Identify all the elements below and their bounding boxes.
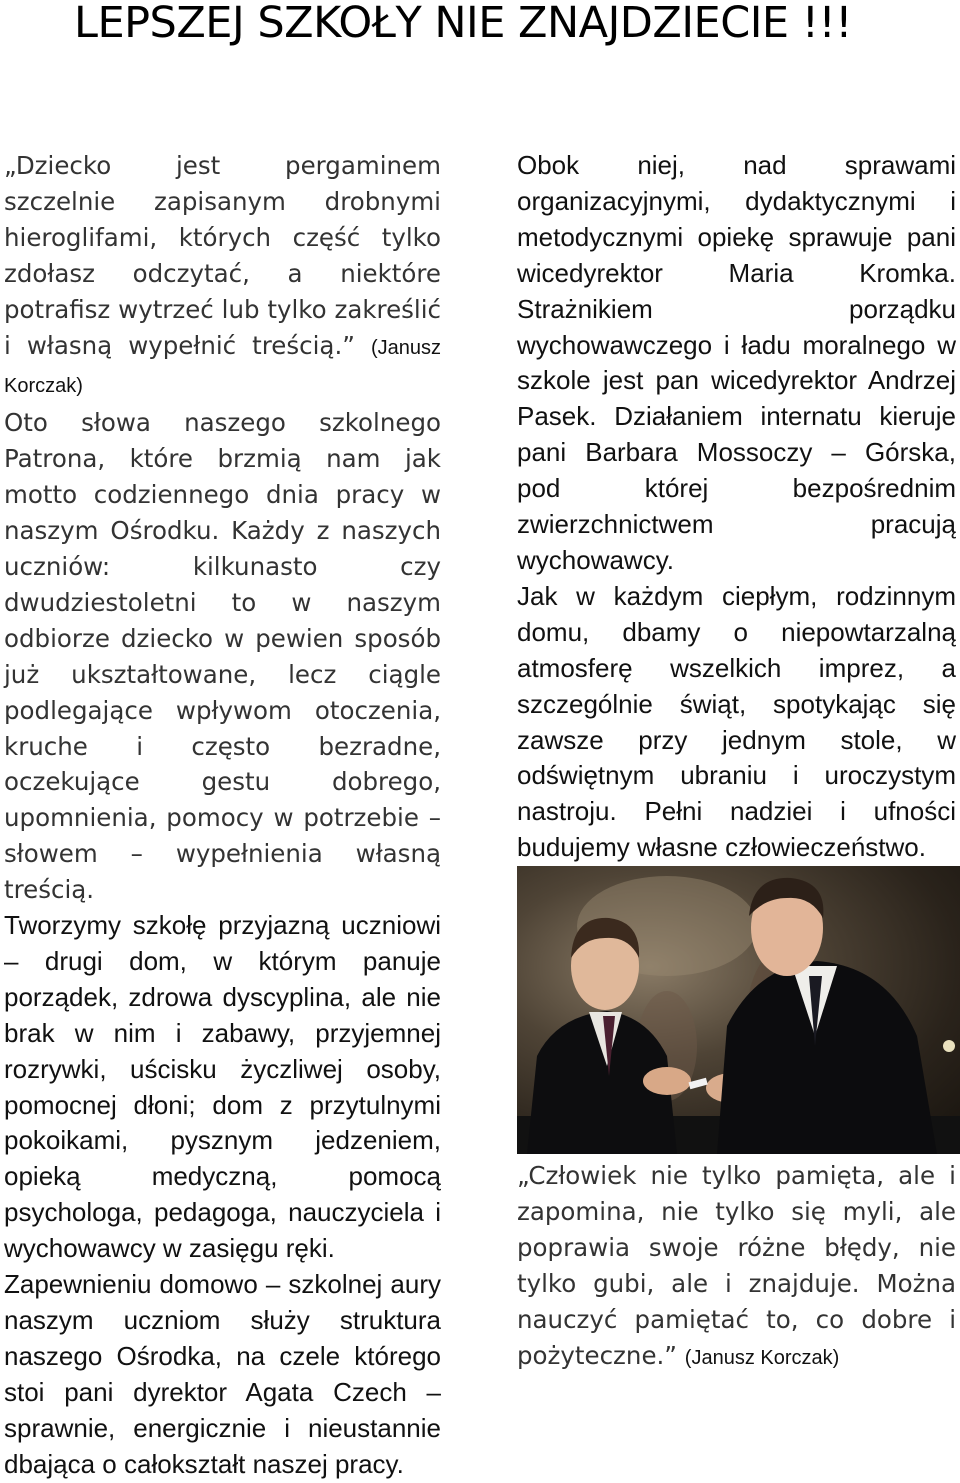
quote-author: (Janusz Korczak) (4, 336, 441, 398)
right-column-bottom (517, 1158, 956, 1376)
paragraph-structure: Zapewnieniu domowo – szkolnej aury naszym uczniom służy struktura naszego Ośrodka, na czele którego stoi pani dyrektor Agata Czech – sprawnie, energicznie i nieustannie dbająca o całokształt naszej pracy. (4, 1269, 441, 1479)
paragraph-patron: Oto słowa naszego szkolnego Patrona, które brzmią nam jak motto codziennego dnia pracy w naszym Ośrodku. Każdy z naszych uczniów: kilkunasto czy dwudziestoletni to w naszym odbiorze dziecko w pewien sposób już ukształtowane, lecz ciągle podlegające wpływom otoczenia, kruche i często bezradne, oczekujące gestu dobrego, upomnienia, pomocy w potrzebie – słowem – wypełnienia własną treścią. (4, 408, 441, 905)
paragraph-atmosphere: Jak w każdym ciepłym, rodzinnym domu, dbamy o niepowtarzalną atmosferę wszelkich imprez, a szczególnie świąt, spotykając się zawsze przy jednym stole, w odświętnym ubraniu i uroczystym nastroju. Pełni nadziei i ufności budujemy własne człowieczeństwo. (517, 580, 956, 863)
quote-author: (Janusz Korczak) (684, 1346, 840, 1369)
photo-illustration (517, 866, 960, 1154)
quote-text: „Dziecko jest pergaminem szczelnie zapisanym drobnymi hieroglifami, których część tylko zdołasz odczytać, a niektóre potrafisz wytrzeć lub tylko zakreślić i własną wypełnić treścią.” (4, 151, 441, 360)
photo-two-students (517, 866, 960, 1154)
korczak-quote-1 (4, 148, 441, 405)
right-column-top (517, 148, 956, 866)
paragraph-school: Tworzymy szkołę przyjazną uczniowi – drugi dom, w którym panuje porządek, zdrowa dyscyplina, ale nie brak w nim i zabawy, przyjemnej rozrywki, uścisku życzliwej osoby, pomocnej dłoni; dom z przytulnymi pokoikami, pysznym jedzeniem, opieką medyczną, pomocą psychologa, pedagoga, nauczyciela i wychowawcy w zasięgu ręki. (4, 910, 441, 1264)
page-title: LEPSZEJ SZKOŁY NIE ZNAJDZIECIE !!! (74, 0, 852, 48)
left-column (4, 148, 441, 1483)
korczak-quote-2 (517, 1158, 956, 1376)
paragraph-management: Obok niej, nad sprawami organizacyjnymi, dydaktycznymi i metodycznymi opiekę sprawuje pani wicedyrektor Maria Kromka. Strażnikiem porządku wychowawczego i ładu moralnego w szkole jest pan wicedyrektor Andrzej Pasek. Działaniem internatu kieruje pani Barbara Mossoczy – Górska, pod której bezpośrednim zwierzchnictwem pracują wychowawcy. (517, 150, 956, 575)
quote-text: „Człowiek nie tylko pamięta, ale i zapomina, nie tylko się myli, ale poprawia swoje różne błędy, nie tylko gubi, ale i znajduje. Można nauczyć pamiętać to, co dobre i pożyteczne.” (517, 1161, 956, 1370)
